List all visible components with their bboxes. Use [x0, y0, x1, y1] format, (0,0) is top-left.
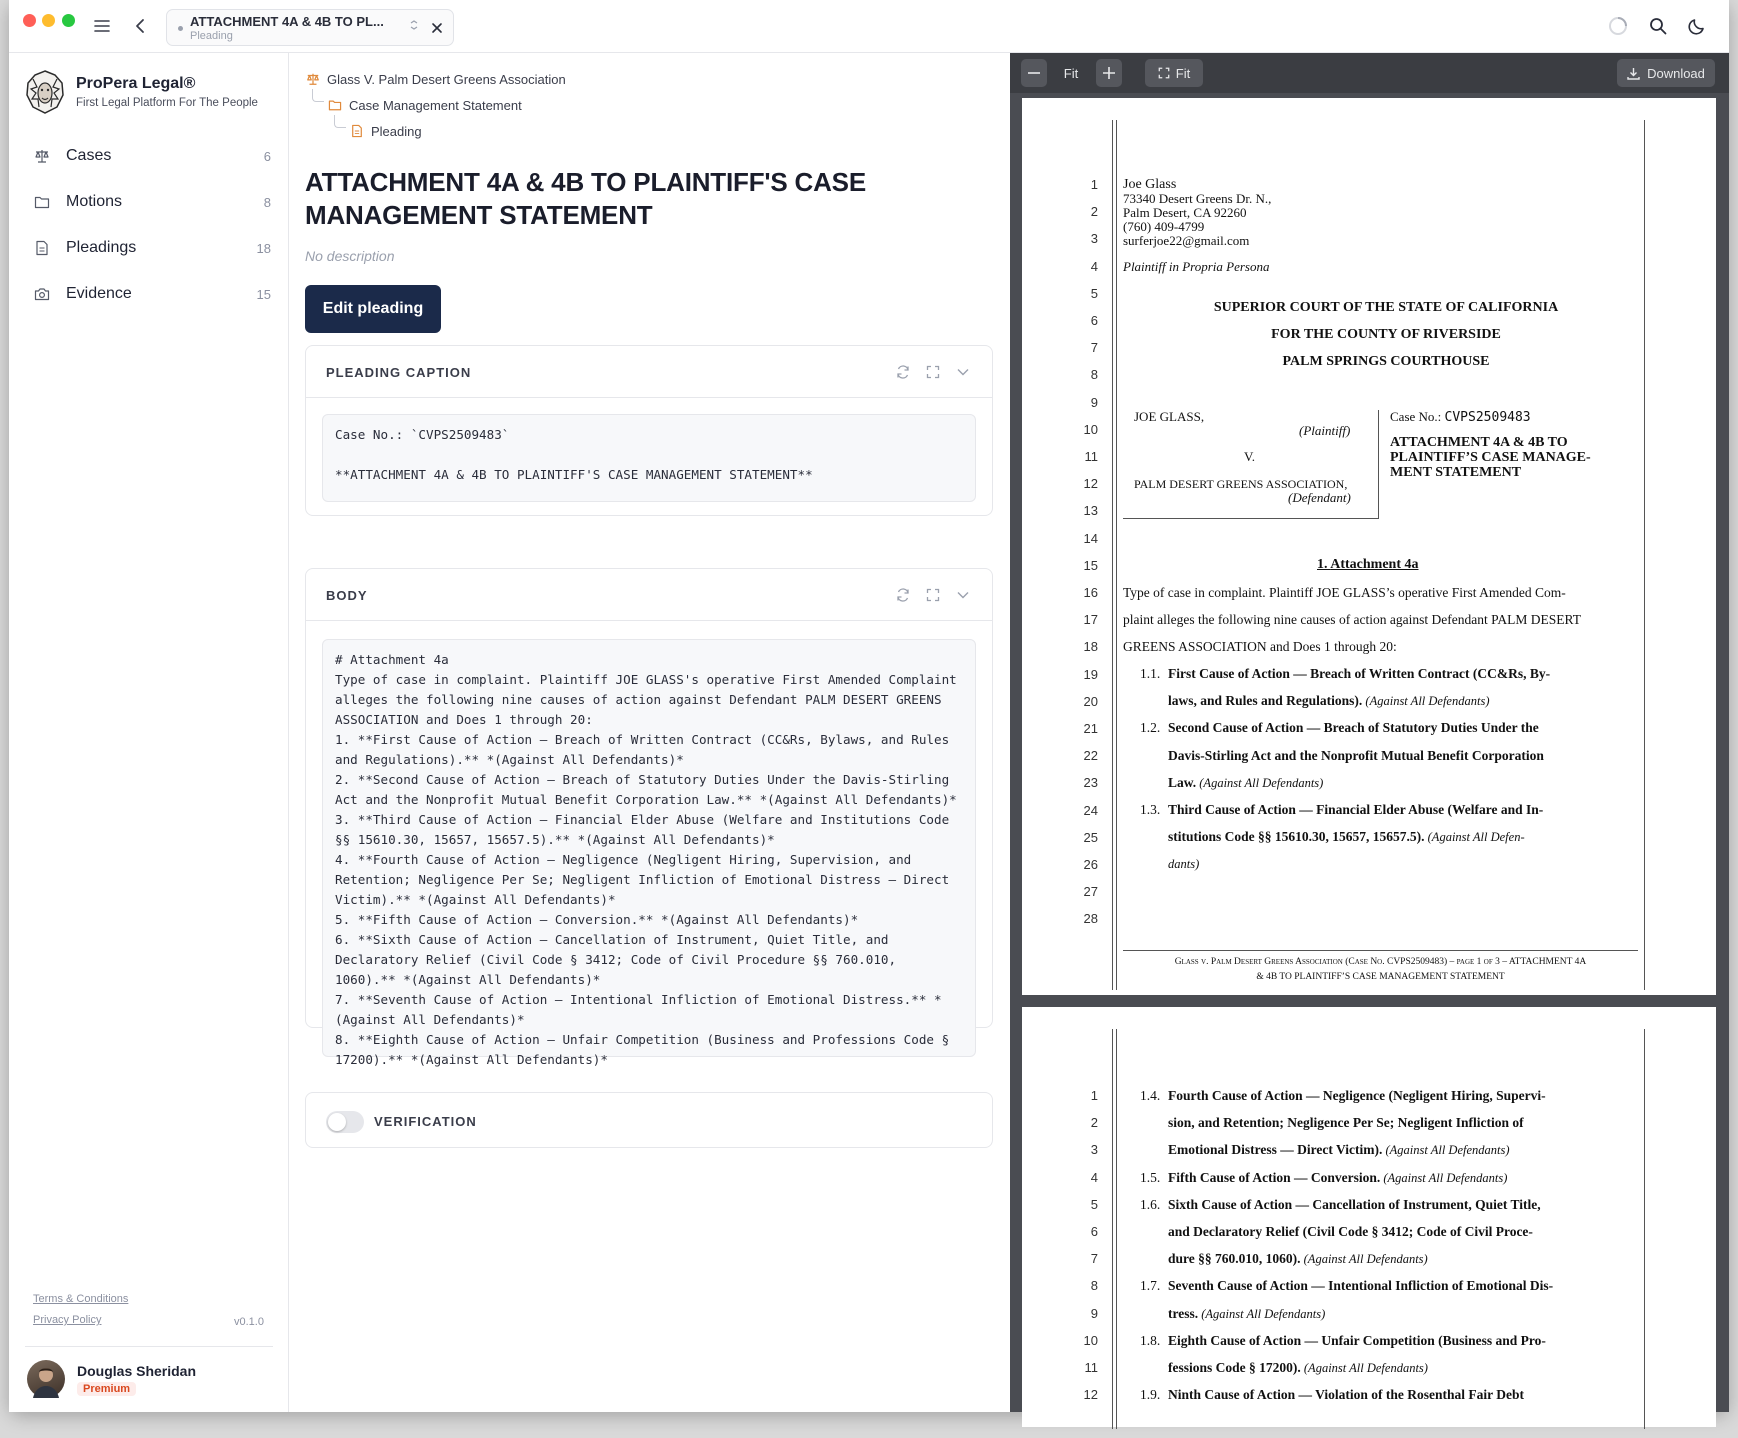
margin-rule	[1112, 1029, 1113, 1429]
card-title: BODY	[326, 588, 368, 603]
cause-of-action-line	[1168, 775, 1323, 791]
scales-icon	[32, 146, 52, 166]
dark-mode-icon[interactable]	[1684, 13, 1710, 39]
maximize-window-button[interactable]	[62, 14, 75, 27]
item-number: 1.4.	[1140, 1088, 1161, 1103]
sidebar	[9, 53, 289, 1412]
document-icon	[32, 238, 52, 258]
sidebar-item-cases[interactable]	[25, 139, 273, 173]
breadcrumb-pleading[interactable]	[349, 123, 422, 139]
item-number: 1.5.	[1140, 1169, 1161, 1185]
tab-subtitle: Pleading	[190, 30, 233, 42]
sidebar-divider	[25, 1346, 273, 1347]
line-number: 5	[1090, 285, 1098, 301]
page-title: ATTACHMENT 4A & 4B TO PLAINTIFF'S CASE MANAGEMENT STATEMENT	[305, 167, 866, 230]
cause-parties: (Against All Defendants)	[1362, 694, 1490, 709]
caption-editor[interactable]: Case No.: `CVPS2509483` **ATTACHMENT 4A & 4B TO PLAINTIFF'S CASE MANAGEMENT STATEMENT**	[322, 414, 976, 502]
breadcrumb-case-label: Glass V. Palm Desert Greens Association	[327, 71, 566, 87]
line-number: 27	[1083, 884, 1098, 900]
edit-pleading-button[interactable]: Edit pleading	[305, 285, 441, 333]
cause-of-action-line	[1168, 1142, 1510, 1158]
margin-rule	[1112, 120, 1113, 990]
line-number: 19	[1083, 666, 1098, 682]
doc-title-1: ATTACHMENT 4A & 4B TO	[1390, 435, 1568, 450]
sidebar-item-pleadings[interactable]	[25, 231, 273, 265]
cause-parties: (Against All Defendants)	[1196, 775, 1324, 790]
line-number: 12	[1083, 476, 1098, 492]
camera-icon	[32, 284, 52, 304]
cause-title: Eighth Cause of Action — Unfair Competition (Business and Pro-	[1168, 1332, 1546, 1348]
folder-icon	[327, 97, 343, 113]
cause-title: Fourth Cause of Action — Negligence (Negligent Hiring, Supervi-	[1168, 1088, 1546, 1103]
sidebar-item-motions[interactable]	[25, 185, 273, 219]
margin-rule	[1644, 120, 1645, 990]
line-number: 8	[1090, 367, 1098, 383]
cause-title: Second Cause of Action — Breach of Statutory Duties Under the	[1168, 720, 1539, 736]
main-content	[290, 53, 1010, 1412]
menu-icon[interactable]	[89, 13, 115, 39]
line-number: 2	[1090, 204, 1098, 220]
pdf-page-1	[1022, 98, 1716, 995]
caption-rule	[1123, 518, 1379, 519]
document-tab[interactable]	[166, 9, 454, 46]
brand-name: ProPera Legal®	[76, 75, 196, 92]
cause-of-action-line	[1168, 748, 1544, 764]
cause-parties: (Against All Defen-	[1424, 830, 1525, 845]
sidebar-item-evidence[interactable]	[25, 277, 273, 311]
cause-parties: (Against All Defendants)	[1380, 1170, 1508, 1185]
sidebar-item-label: Cases	[66, 147, 112, 164]
cause-parties: (Against All Defendants)	[1198, 1306, 1326, 1321]
line-number: 4	[1090, 258, 1098, 274]
case-no-label: Case No.:	[1390, 409, 1442, 424]
expand-icon	[1158, 67, 1170, 79]
cause-title: sion, and Retention; Negligence Per Se; Negligent Infliction of	[1168, 1115, 1524, 1131]
scales-icon	[305, 71, 321, 87]
court-name-3: PALM SPRINGS COURTHOUSE	[1282, 354, 1490, 369]
line-number: 10	[1083, 421, 1098, 437]
chevron-down-icon[interactable]	[954, 586, 972, 604]
section-number: 1.	[1317, 557, 1328, 572]
cause-parties: dants)	[1168, 857, 1200, 872]
line-number: 20	[1083, 693, 1098, 709]
author-email: surferjoe22@gmail.com	[1123, 233, 1250, 248]
sidebar-item-label: Pleadings	[66, 239, 137, 256]
cause-title: Law.	[1168, 774, 1197, 790]
cause-title: Ninth Cause of Action — Violation of the Rosenthal Fair Debt	[1168, 1387, 1525, 1403]
zoom-out-icon[interactable]	[1021, 59, 1047, 87]
line-number: 7	[1090, 340, 1098, 356]
line-number: 2	[1090, 1115, 1098, 1131]
pdf-page-2	[1022, 1007, 1716, 1427]
download-button[interactable]	[1617, 59, 1715, 87]
versus: V.	[1244, 449, 1255, 464]
tab-title: ATTACHMENT 4A & 4B TO PL...	[190, 14, 384, 29]
breadcrumb-pleading-label: Pleading	[371, 123, 422, 139]
case-no-value: CVPS2509483	[1444, 410, 1531, 425]
tree-connector	[312, 89, 324, 102]
cause-parties: (Against All Defendants)	[1300, 1252, 1428, 1267]
line-number: 23	[1083, 775, 1098, 791]
line-number: 9	[1090, 394, 1098, 410]
doc-title-2: PLAINTIFF’S CASE MANAGE-	[1390, 450, 1591, 465]
verification-toggle[interactable]	[326, 1111, 364, 1133]
app-window	[9, 0, 1729, 1412]
line-number: 8	[1090, 1278, 1098, 1294]
cause-parties: (Against All Defendants)	[1382, 1143, 1510, 1158]
sidebar-item-count: 15	[256, 286, 271, 302]
expand-icon[interactable]	[924, 586, 942, 604]
cause-title: Fifth Cause of Action — Conversion.	[1168, 1169, 1381, 1185]
item-number: 1.2.	[1140, 720, 1161, 736]
line-number: 17	[1083, 612, 1098, 628]
paragraph-line: Type of case in complaint. Plaintiff JOE GLASS’s operative First Amended Com-	[1123, 585, 1566, 600]
pdf-viewer	[1010, 53, 1729, 1412]
lion-logo-icon	[25, 69, 65, 115]
section-heading	[1317, 558, 1419, 572]
search-icon[interactable]	[1645, 13, 1671, 39]
cause-title: fessions Code § 17200).	[1168, 1360, 1301, 1375]
sidebar-item-count: 8	[263, 194, 271, 210]
line-number: 9	[1090, 1305, 1098, 1321]
author-address-1: 73340 Desert Greens Dr. N.,	[1123, 191, 1272, 206]
line-number: 10	[1083, 1332, 1098, 1348]
cause-of-action-line	[1168, 856, 1199, 872]
author-phone: (760) 409-4799	[1123, 219, 1205, 234]
line-number: 18	[1083, 639, 1098, 655]
document-icon	[349, 123, 365, 139]
cause-of-action-line	[1168, 1278, 1553, 1294]
card-title: PLEADING CAPTION	[326, 365, 472, 380]
footer-rule	[1123, 950, 1638, 951]
viewer-toolbar	[1010, 53, 1729, 93]
loading-spinner-icon	[1605, 13, 1631, 39]
line-number: 28	[1083, 911, 1098, 927]
close-window-button[interactable]	[23, 14, 36, 27]
cause-of-action-line	[1168, 1251, 1428, 1267]
margin-rule	[1116, 120, 1117, 990]
cause-of-action-line	[1168, 802, 1543, 818]
line-number: 6	[1090, 313, 1098, 328]
cause-of-action-line	[1168, 1387, 1524, 1403]
fit-button[interactable]	[1145, 59, 1203, 87]
pleading-caption-card	[305, 345, 993, 516]
line-number: 14	[1083, 530, 1098, 546]
cause-parties: (Against All Defendants)	[1300, 1361, 1428, 1375]
cause-of-action-line	[1168, 1170, 1507, 1186]
author-name: Joe Glass	[1123, 177, 1177, 192]
line-number: 4	[1090, 1169, 1098, 1185]
section-title: Attachment 4a	[1330, 557, 1419, 572]
paragraph-line: GREENS ASSOCIATION and Does 1 through 20:	[1123, 639, 1397, 654]
court-name-1: SUPERIOR COURT OF THE STATE OF CALIFORNIA	[1213, 300, 1559, 315]
cause-title: Emotional Distress — Direct Victim).	[1168, 1142, 1383, 1158]
download-label: Download	[1647, 65, 1705, 81]
zoom-level: Fit	[1063, 65, 1079, 81]
cause-of-action-line	[1168, 1088, 1546, 1104]
doc-title-3: MENT STATEMENT	[1390, 465, 1522, 480]
minimize-window-button[interactable]	[42, 14, 55, 27]
item-number: 1.7.	[1140, 1278, 1161, 1294]
item-number: 1.9.	[1140, 1387, 1161, 1403]
line-number: 22	[1083, 748, 1098, 764]
line-number: 26	[1083, 857, 1098, 872]
cause-of-action-line	[1168, 829, 1525, 845]
brand-tagline: First Legal Platform For The People	[76, 97, 258, 109]
page-footer	[1123, 955, 1638, 985]
cause-of-action-line	[1168, 1197, 1541, 1213]
case-number	[1390, 410, 1531, 425]
defendant-name: PALM DESERT GREENS ASSOCIATION,	[1134, 477, 1348, 491]
chevron-down-icon[interactable]	[410, 20, 418, 32]
cause-title: Seventh Cause of Action — Intentional Infliction of Emotional Dis-	[1168, 1278, 1554, 1294]
premium-badge: Premium	[77, 1382, 136, 1396]
cause-title: Third Cause of Action — Financial Elder Abuse (Welfare and In-	[1168, 802, 1544, 817]
defendant-role: (Defendant)	[1288, 490, 1351, 505]
court-name-2: FOR THE COUNTY OF RIVERSIDE	[1271, 327, 1501, 342]
cause-title: and Declaratory Relief (Civil Code § 3412; Code of Civil Proce-	[1168, 1224, 1533, 1239]
line-number: 16	[1083, 585, 1098, 600]
fit-button-label: Fit	[1175, 65, 1191, 81]
breadcrumb-statement-label: Case Management Statement	[349, 97, 522, 113]
download-icon	[1627, 67, 1640, 80]
item-number: 1.8.	[1140, 1332, 1161, 1348]
close-tab-icon[interactable]	[427, 18, 447, 38]
cause-title: Davis-Stirling Act and the Nonprofit Mutual Benefit Corporation	[1168, 747, 1544, 763]
cause-of-action-line	[1168, 1115, 1524, 1131]
paragraph-line: plaint alleges the following nine causes of action against Defendant PALM DESERT	[1123, 612, 1581, 627]
cause-of-action-line	[1168, 1224, 1533, 1240]
line-number: 12	[1083, 1387, 1098, 1403]
page-description: No description	[305, 248, 395, 264]
chevron-down-icon[interactable]	[954, 363, 972, 381]
line-number: 21	[1083, 721, 1098, 736]
item-number: 1.1.	[1140, 666, 1161, 681]
line-number: 3	[1090, 1142, 1098, 1158]
line-number: 5	[1090, 1196, 1098, 1212]
cause-of-action-line	[1168, 1306, 1325, 1322]
line-number: 24	[1083, 802, 1098, 818]
tab-status-dot	[178, 26, 183, 31]
caption-rule	[1378, 410, 1379, 518]
sidebar-item-count: 6	[263, 148, 271, 164]
cause-title: laws, and Rules and Regulations).	[1168, 693, 1363, 709]
cause-of-action-line	[1168, 1360, 1428, 1376]
cause-of-action-line	[1168, 1333, 1546, 1349]
line-number: 13	[1083, 503, 1098, 519]
sidebar-item-label: Evidence	[66, 285, 132, 302]
body-card	[305, 568, 993, 1067]
line-number: 15	[1083, 557, 1098, 573]
line-number: 7	[1090, 1251, 1098, 1267]
verification-card	[305, 1092, 993, 1148]
verification-label: VERIFICATION	[374, 1114, 477, 1129]
footer-line-1: Glass v. Palm Desert Greens Association (Case No. CVPS2509483) – page 1 of 3 – ATTACHMENT 4A	[1174, 957, 1587, 967]
footer-line-2: & 4B TO PLAINTIFF’S CASE MANAGEMENT STATEMENT	[1256, 972, 1505, 982]
expand-icon[interactable]	[924, 363, 942, 381]
cause-of-action-line	[1168, 666, 1550, 682]
sidebar-item-label: Motions	[66, 193, 123, 210]
cause-title: First Cause of Action — Breach of Written Contract (CC&Rs, By-	[1168, 666, 1551, 681]
folder-icon	[32, 192, 52, 212]
card-header	[306, 346, 992, 398]
breadcrumb-case[interactable]	[305, 71, 566, 87]
body-editor[interactable]: # Attachment 4a Type of case in complaint. Plaintiff JOE GLASS's operative First Amended Complaint alleges the following nine causes of action against Defendant PALM DESERT GREENS ASSOCIATION and Does 1 through 20: 1. **First Cause of Action — Breach of Written Contract (CC&Rs, Bylaws, and Rules and Regulations).** *(Against All Defendants)* 2. **Second Cause of Action — Breach of Statutory Duties Under the Davis-Stirling Act and the Nonprofit Mutual Benefit Corporation Law.** *(Against All Defendants)* 3. **Third Cause of Action — Financial Elder Abuse (Welfare and Institutions Code §§ 15610.30, 15657, 15657.5).** *(Against All Defendants)* 4. **Fourth Cause of Action — Negligence (Negligent Hiring, Supervision, and Retention; Negligence Per Se; Negligent Infliction of Emotional Distress — Direct Victim).** *(Against All Defendants)* 5. **Fifth Cause of Action — Conversion.** *(Against All Defendants)* 6. **Sixth Cause of Action — Cancellation of Instrument, Quiet Title, and Declaratory Relief (Civil Code § 3412; Code of Civil Procedure §§ 760.010, 1060).** *(Against All Defendants)* 7. **Seventh Cause of Action — Intentional Infliction of Emotional Distress.** *(Against All Defendants)* 8. **Eighth Cause of Action — Unfair Competition (Business and Professions Code § 17200).** *(Against All Defendants)*	[322, 639, 976, 1057]
app-version: v0.1.0	[234, 1316, 264, 1328]
author-address-2: Palm Desert, CA 92260	[1123, 205, 1247, 220]
refresh-icon[interactable]	[894, 586, 912, 604]
cause-of-action-line	[1168, 720, 1539, 736]
terms-link[interactable]: Terms & Conditions	[33, 1293, 129, 1305]
margin-rule	[1644, 1029, 1645, 1429]
title-bar	[9, 0, 1729, 53]
line-number: 1	[1090, 177, 1098, 192]
sidebar-item-count: 18	[256, 240, 271, 256]
card-tools	[894, 363, 972, 381]
back-icon[interactable]	[127, 13, 153, 39]
item-number: 1.3.	[1140, 802, 1161, 817]
user-name: Douglas Sheridan	[77, 1363, 197, 1379]
line-number: 25	[1083, 829, 1098, 845]
privacy-link[interactable]: Privacy Policy	[33, 1314, 102, 1326]
line-number: 11	[1084, 1360, 1098, 1375]
plaintiff-name: JOE GLASS,	[1134, 409, 1205, 424]
cause-title: dure §§ 760.010, 1060).	[1168, 1251, 1301, 1267]
plaintiff-role: (Plaintiff)	[1299, 423, 1351, 438]
breadcrumb-statement[interactable]	[327, 97, 522, 113]
tree-connector	[334, 115, 346, 128]
margin-rule	[1116, 1029, 1117, 1429]
zoom-in-icon[interactable]	[1096, 59, 1122, 87]
line-number: 3	[1090, 231, 1098, 247]
cause-title: stitutions Code §§ 15610.30, 15657, 15657.5).	[1168, 829, 1425, 845]
item-number: 1.6.	[1140, 1196, 1161, 1212]
cause-of-action-line	[1168, 693, 1489, 709]
line-number: 1	[1090, 1088, 1098, 1103]
card-tools	[894, 586, 972, 604]
cause-title: Sixth Cause of Action — Cancellation of Instrument, Quiet Title,	[1168, 1196, 1541, 1212]
card-header	[306, 569, 992, 621]
line-number: 11	[1084, 449, 1098, 464]
author-role: Plaintiff in Propria Persona	[1123, 259, 1270, 274]
refresh-icon[interactable]	[894, 363, 912, 381]
avatar[interactable]	[27, 1360, 65, 1398]
cause-title: tress.	[1168, 1305, 1199, 1321]
line-number: 6	[1090, 1224, 1098, 1239]
